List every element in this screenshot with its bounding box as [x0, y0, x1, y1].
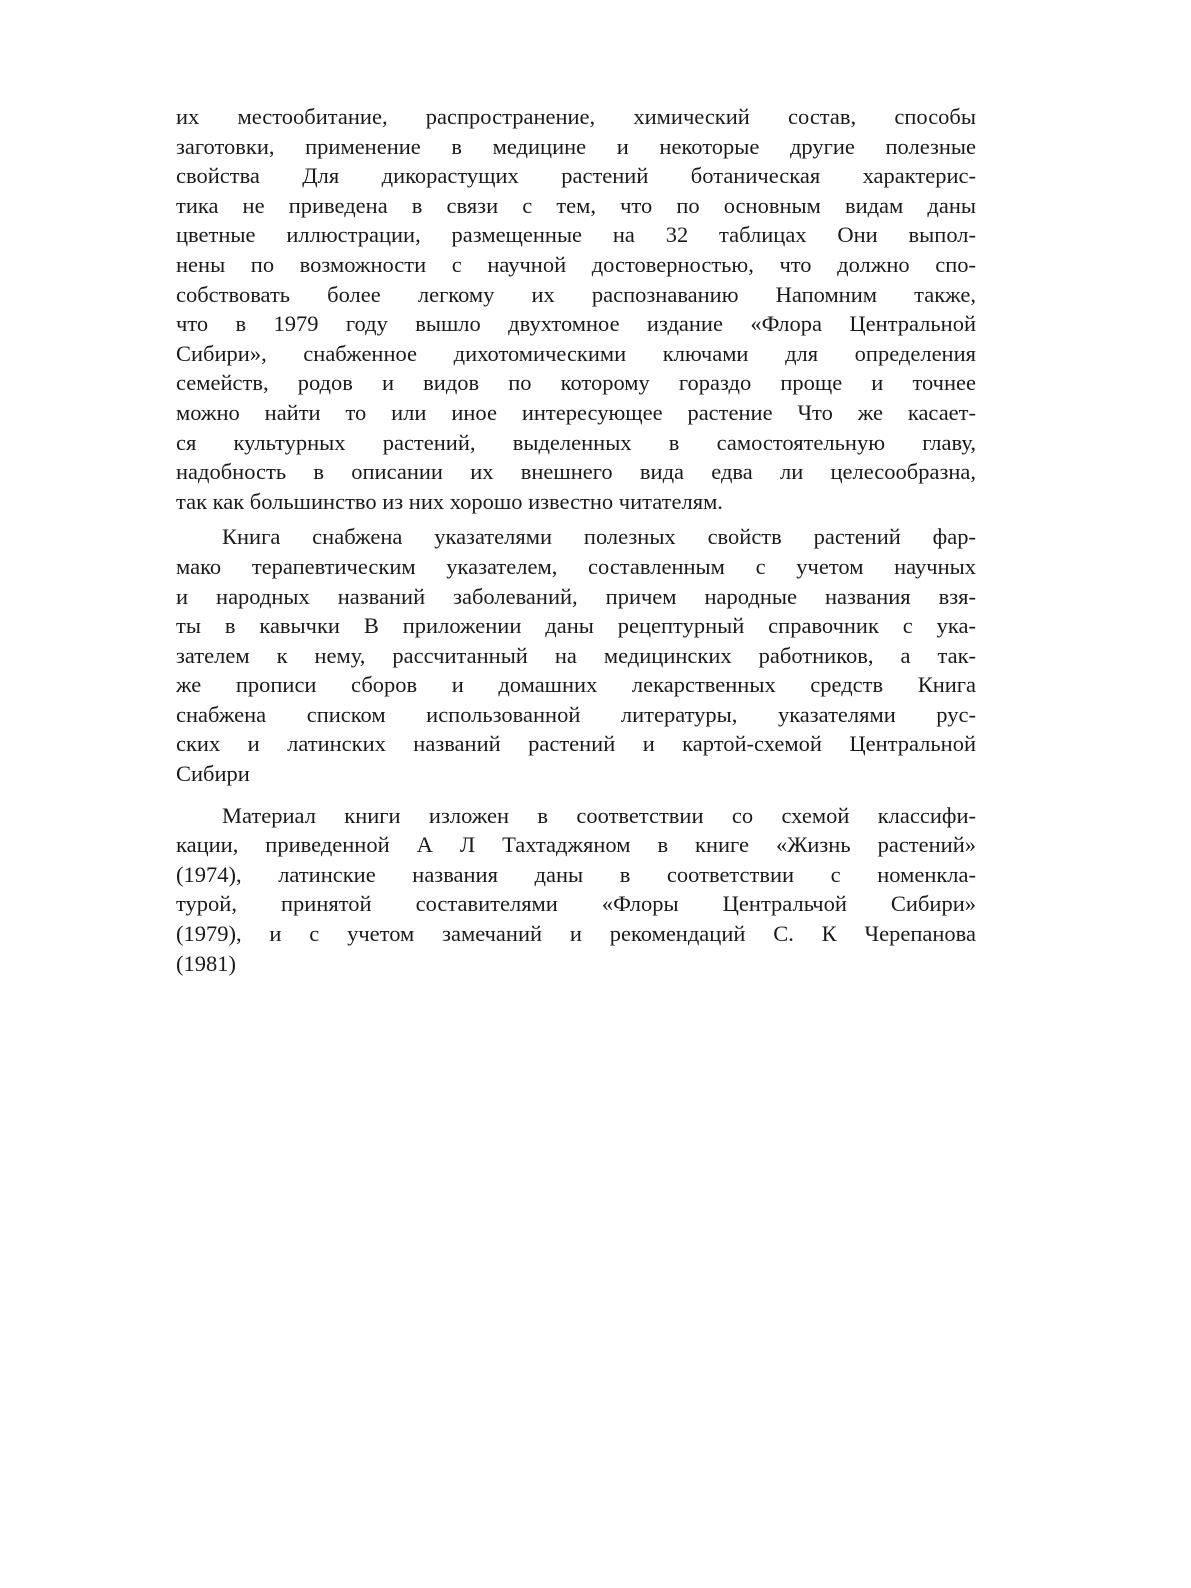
paragraph-1 [176, 102, 976, 516]
text-line: (1981) [176, 950, 236, 976]
text-line: нены по возможности с научной достоверностью, что должно спо- [176, 251, 976, 277]
text-line: свойства Для дикорастущих растений ботаническая характерис- [176, 163, 976, 189]
text-line: мако терапевтическим указателем, составленным с учетом научных [176, 553, 976, 579]
text-line: (1979), и с учетом замечаний и рекомендаций С. К Черепанова [176, 921, 976, 947]
text-line: кации, приведенной А Л Тахтаджяном в книге «Жизнь растений» [176, 832, 976, 858]
text-line: семейств, родов и видов по которому гораздо проще и точнее [176, 370, 976, 396]
text-body [176, 102, 976, 978]
text-line: можно найти то или иное интересующее растение Что же касает- [176, 399, 976, 425]
text-line: заготовки, применение в медицине и некоторые другие полезные [176, 133, 976, 159]
text-line: тика не приведена в связи с тем, что по основным видам даны [176, 192, 976, 218]
text-line: турой, принятой составителями «Флоры Центральчой Сибири» [176, 891, 976, 917]
text-line: же прописи сборов и домашних лекарственных средств Книга [176, 672, 976, 698]
text-line: ских и латинских названий растений и картой-схемой Центральной [176, 731, 976, 757]
text-line: Сибири [176, 761, 250, 787]
text-line: что в 1979 году вышло двухтомное издание «Флора Центральной [176, 311, 976, 337]
text-line: Материал книги изложен в соответствии со схемой классифи- [222, 802, 976, 828]
text-line: и народных названий заболеваний, причем народные названия взя- [176, 583, 976, 609]
text-line: ты в кавычки В приложении даны рецептурный справочник с ука- [176, 613, 976, 639]
text-line: зателем к нему, рассчитанный на медицинских работников, а так- [176, 642, 976, 668]
text-line: собствовать более легкому их распознаванию Напомним также, [176, 281, 976, 307]
paragraph-2 [176, 522, 976, 788]
text-line: Книга снабжена указателями полезных свойств растений фар- [222, 524, 976, 550]
paragraph-3 [176, 801, 976, 979]
text-line: (1974), латинские названия даны в соответствии с номенкла- [176, 861, 976, 887]
text-line: снабжена списком использованной литературы, указателями рус- [176, 701, 976, 727]
text-line: их местообитание, распространение, химический состав, способы [176, 104, 976, 129]
text-line: надобность в описании их внешнего вида едва ли целесообразна, [176, 459, 976, 485]
text-line: так как большинство из них хорошо известно читателям. [176, 488, 723, 514]
text-line: ся культурных растений, выделенных в самостоятельную главу, [176, 429, 976, 455]
text-line: Сибири», снабженное дихотомическими ключами для определения [176, 340, 976, 366]
text-line: цветные иллюстрации, размещенные на 32 таблицах Они выпол- [176, 222, 976, 248]
